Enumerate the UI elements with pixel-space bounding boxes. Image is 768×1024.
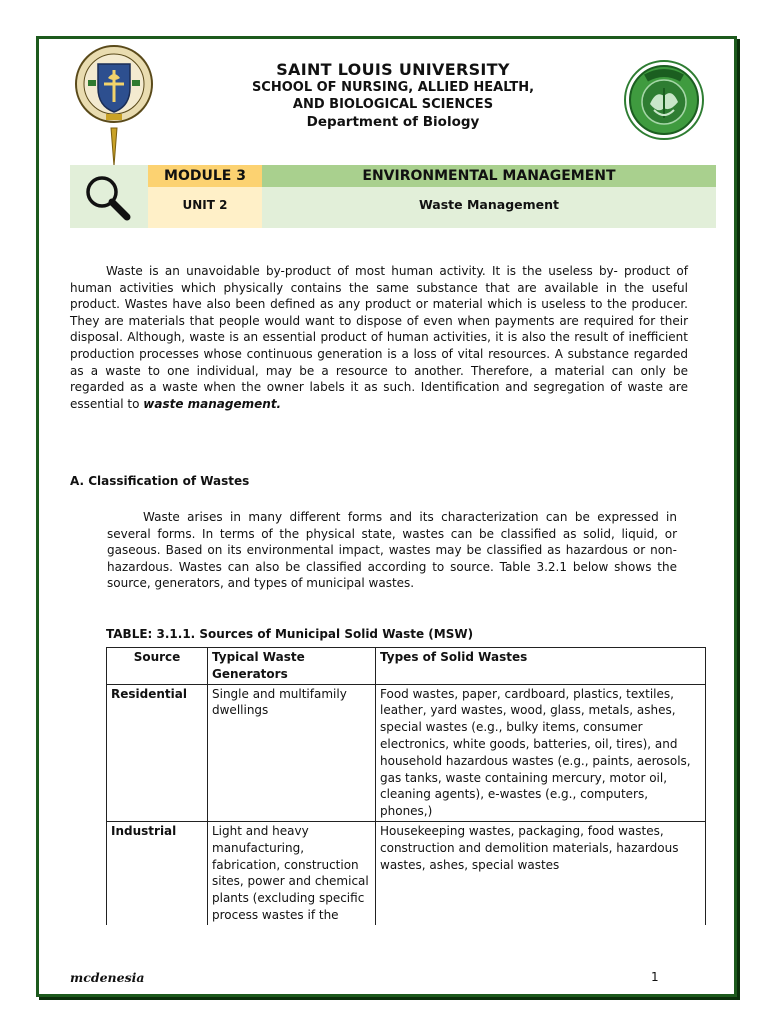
table-row <box>107 821 706 924</box>
footer-author: mcdenesia <box>70 970 145 985</box>
table-cell-generators: Light and heavy manufacturing, fabrication, construction sites, power and chemical plants (excluding specific process wastes if the <box>208 821 376 924</box>
table-cell-generators: Single and multifamily dwellings <box>208 684 376 821</box>
table-row <box>107 684 706 821</box>
school-name-line2: AND BIOLOGICAL SCIENCES <box>292 97 494 112</box>
school-name-line1: SCHOOL OF NURSING, ALLIED HEALTH, <box>251 80 535 95</box>
table-header-cell: Typical Waste Generators <box>208 648 376 685</box>
unit-label: UNIT 2 <box>148 187 262 228</box>
magnifier-icon <box>70 165 148 228</box>
section-heading: A. Classification of Wastes <box>70 474 250 488</box>
unit-title: Waste Management <box>262 187 716 228</box>
biology-seal <box>624 60 704 140</box>
university-seal <box>74 40 154 168</box>
table-cell-types: Food wastes, paper, cardboard, plastics, textiles, leather, yard wastes, wood, glass, metals, ashes, special wastes (e.g., bulky items, consumer electronics, white goods, batteries, oil, tires), and household hazardous wastes (e.g., paints, aerosols, gas tanks, waste containing mercury, motor oil, cleaning agents), e-wastes (e.g., computers, phones,) <box>376 684 706 821</box>
page-number: 1 <box>651 970 659 984</box>
msw-sources-table <box>106 647 706 925</box>
table-cell-types: Housekeeping wastes, packaging, food wastes, construction and demolition materials, hazardous wastes, ashes, special wastes <box>376 821 706 924</box>
module-title: ENVIRONMENTAL MANAGEMENT <box>262 165 716 187</box>
table-header-cell: Types of Solid Wastes <box>376 648 706 685</box>
department-name: Department of Biology <box>306 114 480 130</box>
module-label: MODULE 3 <box>148 165 262 187</box>
letterhead <box>170 60 616 130</box>
table-cell-source: Industrial <box>107 821 208 924</box>
table-header-cell: Source <box>107 648 208 685</box>
table-header-row <box>107 648 706 685</box>
intro-emphasis: waste management. <box>143 396 282 411</box>
intro-paragraph <box>70 263 688 412</box>
section-paragraph: Waste arises in many different forms and its characterization can be expressed in several forms. In terms of the physical state, wastes can be classified as solid, liquid, or gaseous. Based on its environmental impact, wastes may be classified as hazardous or non-hazardous. Wastes can also be classified according to source. Table 3.2.1 below shows the source, generators, and types of municipal wastes. <box>107 510 677 591</box>
intro-text: Waste is an unavoidable by-product of most human activity. It is the useless by- product of human activities which physically contains the same substance that are available in the useful product. Wastes have also been defined as any product or material which is useless to the producer. They are materials that people would want to dispose of even when payments are required for their disposal. Although, waste is an essential product of human activities, it is also the result of inefficient production processes whose continuous generation is a loss of vital resources. A substance regarded as a waste to one individual, may be a resource to another. Therefore, a material can only be regarded as a waste when the owner labels it as such. Identification and segregation of waste are essential to <box>70 264 688 411</box>
table-caption: TABLE: 3.1.1. Sources of Municipal Solid Waste (MSW) <box>106 627 474 641</box>
university-name: SAINT LOUIS UNIVERSITY <box>276 60 510 79</box>
table-cell-source: Residential <box>107 684 208 821</box>
